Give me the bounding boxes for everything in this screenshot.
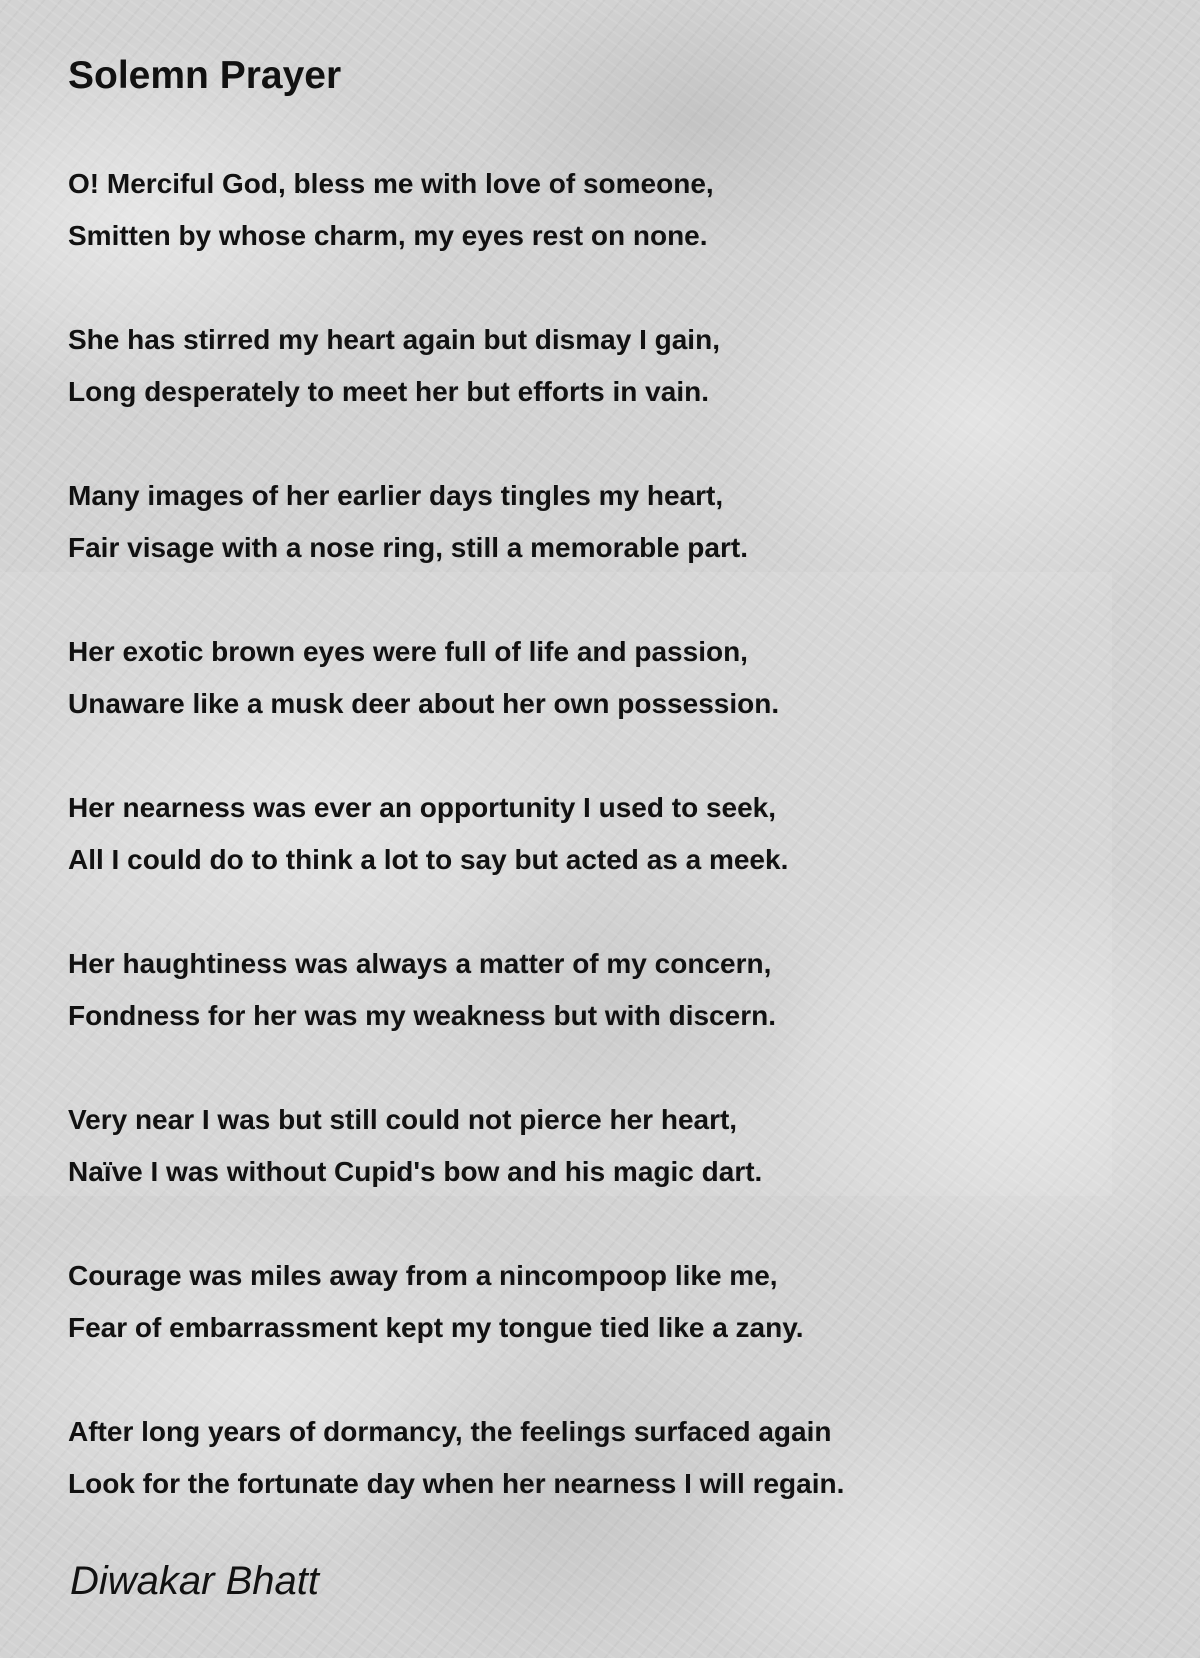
- stanza: [68, 314, 1128, 418]
- stanza: [68, 470, 1128, 574]
- poem-line: Many images of her earlier days tingles my heart,: [68, 480, 724, 511]
- stanza: [68, 1250, 1128, 1354]
- poem-body: [68, 158, 1128, 1510]
- author-name: Diwakar Bhatt: [70, 1559, 319, 1603]
- poem-line: Smitten by whose charm, my eyes rest on none.: [68, 220, 708, 251]
- stanza: [68, 626, 1128, 730]
- poem-line: Very near I was but still could not pierce her heart,: [68, 1104, 738, 1135]
- poem-line: All I could do to think a lot to say but acted as a meek.: [68, 844, 789, 875]
- stanza: [68, 1406, 1128, 1510]
- stanza: [68, 782, 1128, 886]
- poem-card: [68, 52, 1128, 1562]
- stanza: [68, 158, 1128, 262]
- poem-line: Long desperately to meet her but efforts in vain.: [68, 376, 709, 407]
- poem-line: Her nearness was ever an opportunity I used to seek,: [68, 792, 777, 823]
- poem-line: Naïve I was without Cupid's bow and his magic dart.: [68, 1156, 763, 1187]
- poem-line: She has stirred my heart again but dismay I gain,: [68, 324, 720, 355]
- poem-line: Courage was miles away from a nincompoop like me,: [68, 1260, 778, 1291]
- stanza: [68, 1094, 1128, 1198]
- poem-line: Fondness for her was my weakness but with discern.: [68, 1000, 776, 1031]
- poem-line: Unaware like a musk deer about her own possession.: [68, 688, 780, 719]
- poem-line: Look for the fortunate day when her nearness I will regain.: [68, 1468, 845, 1499]
- poem-line: Her haughtiness was always a matter of my concern,: [68, 948, 772, 979]
- poem-line: Her exotic brown eyes were full of life and passion,: [68, 636, 748, 667]
- stanza: [68, 938, 1128, 1042]
- poem-line: Fear of embarrassment kept my tongue tied like a zany.: [68, 1312, 804, 1343]
- poem-line: Fair visage with a nose ring, still a memorable part.: [68, 532, 748, 563]
- poem-title: Solemn Prayer: [68, 54, 342, 97]
- poem-line: After long years of dormancy, the feelings surfaced again: [68, 1416, 832, 1447]
- poem-line: O! Merciful God, bless me with love of someone,: [68, 168, 714, 199]
